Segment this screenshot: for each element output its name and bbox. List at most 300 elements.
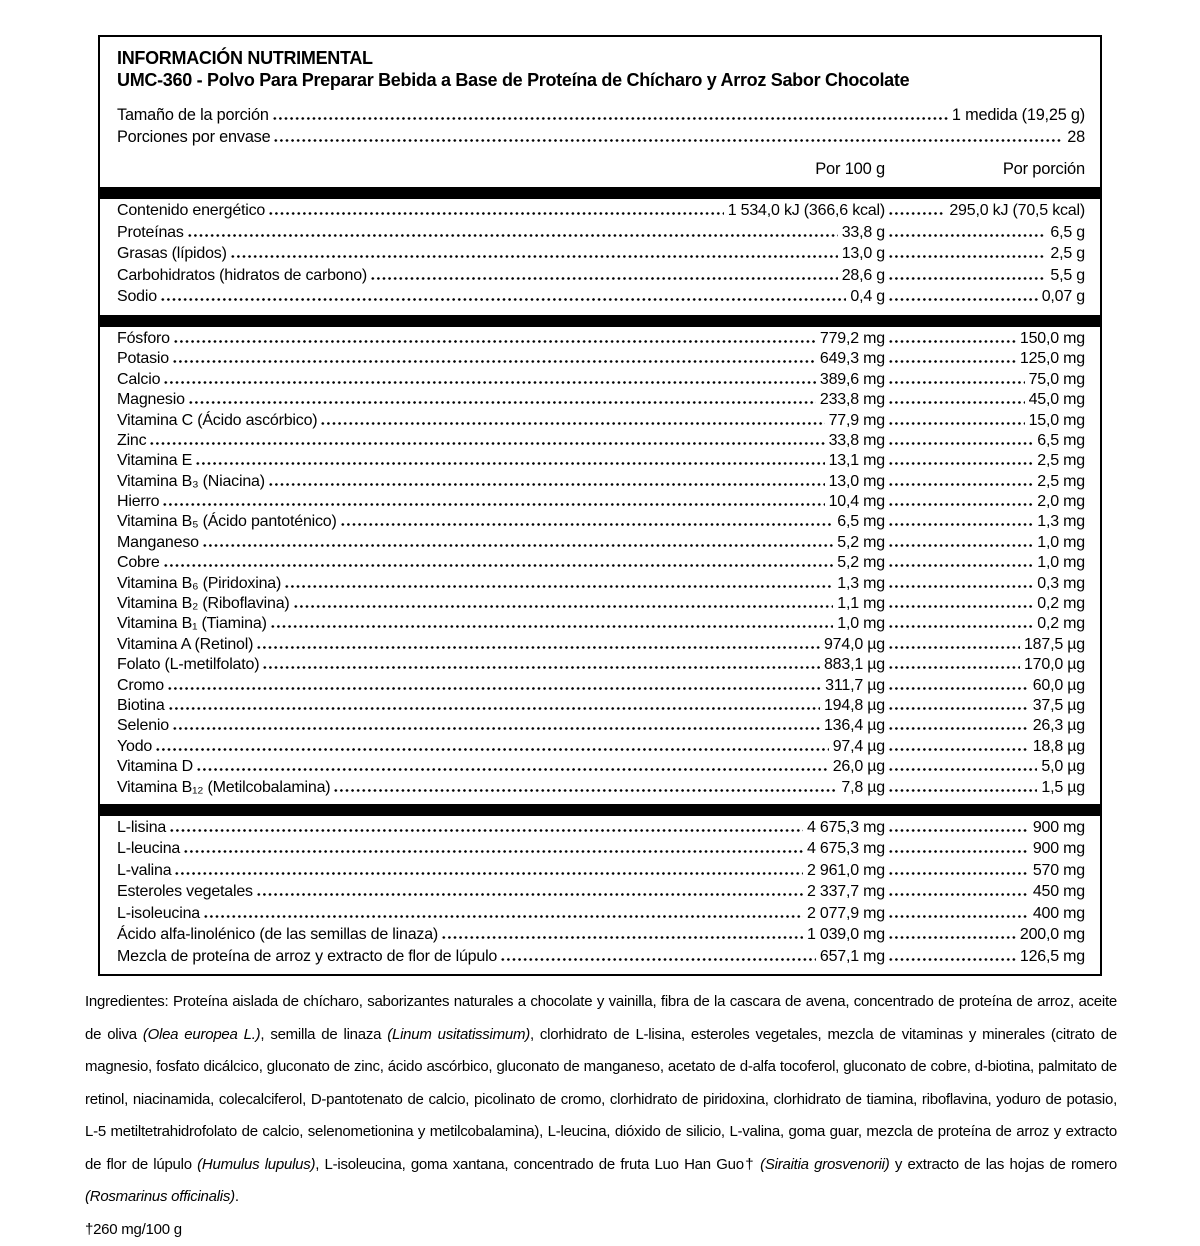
column-headers xyxy=(117,160,1085,180)
leader-dots xyxy=(169,829,803,832)
label-subtitle: UMC-360 - Polvo Para Preparar Bebida a Base de Proteína de Chícharo y Arroz Sabor Chocolate xyxy=(117,70,1085,92)
ingredients-text: , semilla de linaza xyxy=(260,1026,387,1043)
row-main xyxy=(117,738,885,756)
latin-name: (Olea europea L.) xyxy=(143,1026,261,1043)
value-per-100g: 4 675,3 mg xyxy=(807,819,885,837)
value-per-serving: 0,07 g xyxy=(1042,288,1085,306)
row-main xyxy=(117,412,885,430)
separator-bar xyxy=(100,187,1100,199)
row-main xyxy=(117,926,885,944)
leader-dots xyxy=(188,401,816,404)
value-per-100g: 1 039,0 mg xyxy=(807,926,885,944)
leader-dots xyxy=(173,340,816,343)
row-main xyxy=(117,245,885,263)
leader-dots xyxy=(888,585,1033,588)
leader-dots xyxy=(888,298,1038,301)
nutrient-row xyxy=(117,717,1085,737)
nutrient-label: Calcio xyxy=(117,371,160,389)
row-main xyxy=(117,371,885,389)
value-per-serving: 45,0 mg xyxy=(1029,391,1085,409)
value-per-100g: 13,0 g xyxy=(842,245,885,263)
leader-dots xyxy=(441,936,803,939)
row-main xyxy=(117,288,885,306)
row-right xyxy=(885,819,1085,837)
leader-dots xyxy=(888,768,1037,771)
leader-dots xyxy=(167,687,821,690)
leader-dots xyxy=(888,234,1046,237)
row-right xyxy=(885,905,1085,923)
value-per-serving: 2,0 mg xyxy=(1037,493,1085,511)
leader-dots xyxy=(888,748,1029,751)
leader-dots xyxy=(888,523,1033,526)
leader-dots xyxy=(888,707,1029,710)
nutrient-label: Carbohidratos (hidratos de carbono) xyxy=(117,267,367,285)
nutrient-label: Fósforo xyxy=(117,330,170,348)
ingredients-paragraph xyxy=(85,986,1117,1214)
latin-name: (Siraitia grosvenorii) xyxy=(760,1156,889,1173)
nutrient-row xyxy=(117,330,1085,350)
nutrient-label: Sodio xyxy=(117,288,157,306)
row-right xyxy=(885,575,1085,593)
value-per-100g: 883,1 µg xyxy=(824,656,885,674)
row-right xyxy=(885,615,1085,633)
nutrient-row xyxy=(117,554,1085,574)
leader-dots xyxy=(370,277,838,280)
row-right xyxy=(885,330,1085,348)
row-right xyxy=(885,758,1085,776)
value-per-100g: 194,8 µg xyxy=(824,697,885,715)
serving-row xyxy=(117,128,1085,150)
row-right xyxy=(885,288,1085,306)
value-per-100g: 0,4 g xyxy=(850,288,885,306)
value-per-serving: 125,0 mg xyxy=(1020,350,1085,368)
leader-dots xyxy=(888,687,1029,690)
nutrient-label: Zinc xyxy=(117,432,146,450)
nutrition-label-box xyxy=(98,35,1102,976)
leader-dots xyxy=(196,768,829,771)
value-per-serving: 18,8 µg xyxy=(1033,738,1085,756)
row-main xyxy=(117,717,885,735)
row-main xyxy=(117,819,885,837)
nutrient-row xyxy=(117,371,1085,391)
leader-dots xyxy=(888,340,1016,343)
row-right xyxy=(885,656,1085,674)
row-right xyxy=(885,391,1085,409)
serving-row xyxy=(117,106,1085,128)
row-right xyxy=(885,554,1085,572)
row-main xyxy=(117,677,885,695)
value-per-100g: 5,2 mg xyxy=(837,554,885,572)
row-main xyxy=(117,948,885,966)
latin-name: (Rosmarinus officinalis) xyxy=(85,1188,235,1205)
value-per-100g: 233,8 mg xyxy=(820,391,885,409)
value-per-100g: 2 337,7 mg xyxy=(807,883,885,901)
nutrient-label: Hierro xyxy=(117,493,159,511)
row-right xyxy=(885,350,1085,368)
value-per-serving: 1,0 mg xyxy=(1037,534,1085,552)
value-per-serving: 126,5 mg xyxy=(1020,948,1085,966)
row-right xyxy=(885,473,1085,491)
value-per-100g: 779,2 mg xyxy=(820,330,885,348)
nutrient-row xyxy=(117,534,1085,554)
value-per-100g: 974,0 µg xyxy=(824,636,885,654)
nutrient-row xyxy=(117,840,1085,862)
leader-dots xyxy=(888,789,1037,792)
leader-dots xyxy=(202,544,833,547)
row-main xyxy=(117,636,885,654)
row-main xyxy=(117,595,885,613)
leader-dots xyxy=(888,483,1033,486)
value-per-100g: 6,5 mg xyxy=(837,513,885,531)
nutrient-row xyxy=(117,926,1085,948)
leader-dots xyxy=(149,442,824,445)
latin-name: (Linum usitatissimum) xyxy=(387,1026,530,1043)
nutrient-row xyxy=(117,245,1085,267)
nutrient-row xyxy=(117,412,1085,432)
nutrient-label: Vitamina B₅ (Ácido pantoténico) xyxy=(117,513,337,531)
row-main xyxy=(117,432,885,450)
leader-dots xyxy=(888,727,1029,730)
nutrient-row xyxy=(117,473,1085,493)
nutrient-label: Vitamina B₃ (Niacina) xyxy=(117,473,265,491)
row-right xyxy=(885,779,1085,797)
value-per-100g: 1,1 mg xyxy=(837,595,885,613)
nutrient-label: Vitamina C (Ácido ascórbico) xyxy=(117,412,317,430)
nutrient-label: Yodo xyxy=(117,738,152,756)
value-per-serving: 0,2 mg xyxy=(1037,615,1085,633)
leader-dots xyxy=(187,234,838,237)
nutrient-label: Manganeso xyxy=(117,534,199,552)
nutrient-label: Vitamina B₁ (Tiamina) xyxy=(117,615,267,633)
nutrient-label: Grasas (lípidos) xyxy=(117,245,227,263)
value-per-serving: 295,0 kJ (70,5 kcal) xyxy=(949,202,1085,220)
row-main xyxy=(117,224,885,242)
value-per-serving: 37,5 µg xyxy=(1033,697,1085,715)
row-label: Porciones por envase xyxy=(117,128,270,147)
value-per-serving: 15,0 mg xyxy=(1029,412,1085,430)
row-label: Tamaño de la porción xyxy=(117,106,269,125)
leader-dots xyxy=(888,401,1025,404)
nutrient-row xyxy=(117,819,1085,841)
serving-table xyxy=(117,106,1085,149)
leader-dots xyxy=(888,666,1020,669)
row-main xyxy=(117,452,885,470)
nutrient-row xyxy=(117,948,1085,970)
leader-dots xyxy=(888,277,1046,280)
value-per-100g: 33,8 mg xyxy=(829,432,885,450)
value-per-100g: 4 675,3 mg xyxy=(807,840,885,858)
nutrient-row xyxy=(117,595,1085,615)
value-per-100g: 389,6 mg xyxy=(820,371,885,389)
row-main xyxy=(117,615,885,633)
value-per-serving: 900 mg xyxy=(1033,819,1085,837)
nutrient-label: Folato (L-metilfolato) xyxy=(117,656,259,674)
row-right xyxy=(885,738,1085,756)
label-header xyxy=(100,37,1100,180)
value-per-serving: 170,0 µg xyxy=(1024,656,1085,674)
leader-dots xyxy=(183,850,803,853)
leader-dots xyxy=(262,666,820,669)
nutrient-label: Cromo xyxy=(117,677,164,695)
nutrient-label: L-leucina xyxy=(117,840,180,858)
latin-name: (Humulus lupulus) xyxy=(197,1156,315,1173)
nutrient-label: Cobre xyxy=(117,554,160,572)
nutrient-label: Vitamina B₂ (Riboflavina) xyxy=(117,595,290,613)
value-per-100g: 1,3 mg xyxy=(837,575,885,593)
leader-dots xyxy=(160,298,846,301)
nutrient-row xyxy=(117,493,1085,513)
leader-dots xyxy=(162,503,824,506)
nutrient-row xyxy=(117,267,1085,289)
value-per-100g: 2 961,0 mg xyxy=(807,862,885,880)
nutrient-label: L-lisina xyxy=(117,819,166,837)
value-per-100g: 28,6 g xyxy=(842,267,885,285)
nutrient-label: Vitamina B₆ (Piridoxina) xyxy=(117,575,281,593)
ingredients-text: , clorhidrato de L-lisina, esteroles vegetales, mezcla de vitaminas y minerales (citrato de magnesio, fosfato dicálcico, gluconato de zinc, ácido ascórbico, gluconato de manganeso, acetato de d-alfa tocoferol, gluconato de cobre, d-biotina, palmitato de retinol, niacinamida, colecalciferol, D-pantotenato de calcio, picolinato de cromo, clorhidrato de piridoxina, clorhidrato de tiamina, riboflavina, yoduro de potasio, L-5 metiltetrahidrofolato de calcio, selenometionina y metilcobalamina), L-leucina, dióxido de silicio, L-valina, goma guar, mezcla de proteína de arroz y extracto de flor de lúpulo xyxy=(85,1026,1117,1173)
nutrient-label: Proteínas xyxy=(117,224,184,242)
leader-dots xyxy=(888,850,1029,853)
row-main xyxy=(117,534,885,552)
value-per-serving: 450 mg xyxy=(1033,883,1085,901)
value-per-serving: 26,3 µg xyxy=(1033,717,1085,735)
leader-dots xyxy=(272,117,948,120)
macro-table xyxy=(100,199,1100,315)
row-right xyxy=(885,840,1085,858)
ingredients-section xyxy=(85,986,1117,1246)
leader-dots xyxy=(172,360,816,363)
row-main xyxy=(117,350,885,368)
nutrient-row xyxy=(117,779,1085,799)
leader-dots xyxy=(320,422,824,425)
nutrient-row xyxy=(117,202,1085,224)
row-main xyxy=(117,391,885,409)
row-main xyxy=(117,513,885,531)
leader-dots xyxy=(888,212,945,215)
leader-dots xyxy=(888,544,1033,547)
leader-dots xyxy=(293,605,834,608)
row-main xyxy=(117,883,885,901)
leader-dots xyxy=(163,564,834,567)
value-per-serving: 900 mg xyxy=(1033,840,1085,858)
value-per-100g: 7,8 µg xyxy=(841,779,885,797)
leader-dots xyxy=(888,360,1016,363)
row-right xyxy=(885,717,1085,735)
value-per-serving: 5,5 g xyxy=(1050,267,1085,285)
value-per-serving: 1,0 mg xyxy=(1037,554,1085,572)
nutrient-row xyxy=(117,575,1085,595)
ingredients-text: . xyxy=(235,1188,239,1205)
row-right xyxy=(885,267,1085,285)
value-per-100g: 657,1 mg xyxy=(820,948,885,966)
nutrient-row xyxy=(117,391,1085,411)
leader-dots xyxy=(340,523,834,526)
per-100g-header: Por 100 g xyxy=(117,160,885,180)
value-per-serving: 187,5 µg xyxy=(1024,636,1085,654)
ingredients-text: Ingredientes: Proteína aislada de chícharo, saborizantes naturales a chocolate y vainilla, fibra de la cascara de avena, concentrado de proteína de arroz, aceite de oliva xyxy=(85,993,1117,1043)
nutrient-row xyxy=(117,432,1085,452)
nutrient-label: Vitamina D xyxy=(117,758,193,776)
nutrient-row xyxy=(117,677,1085,697)
value-per-100g: 649,3 mg xyxy=(820,350,885,368)
leader-dots xyxy=(888,503,1033,506)
leader-dots xyxy=(203,915,803,918)
label-title: INFORMACIÓN NUTRIMENTAL xyxy=(117,48,1085,70)
nutrient-row xyxy=(117,862,1085,884)
value-per-100g: 1,0 mg xyxy=(837,615,885,633)
row-main xyxy=(117,330,885,348)
row-main xyxy=(117,905,885,923)
per-serving-header: Por porción xyxy=(885,160,1085,180)
nutrient-row xyxy=(117,758,1085,778)
nutrient-label: Mezcla de proteína de arroz y extracto de flor de lúpulo xyxy=(117,948,497,966)
nutrient-label: Biotina xyxy=(117,697,165,715)
nutrient-label: Vitamina E xyxy=(117,452,192,470)
value-per-100g: 311,7 µg xyxy=(825,677,885,695)
row-right xyxy=(885,224,1085,242)
nutrient-label: Esteroles vegetales xyxy=(117,883,253,901)
leader-dots xyxy=(888,915,1029,918)
leader-dots xyxy=(500,958,816,961)
row-main xyxy=(117,862,885,880)
leader-dots xyxy=(172,727,820,730)
value-per-serving: 75,0 mg xyxy=(1029,371,1085,389)
leader-dots xyxy=(270,625,834,628)
leader-dots xyxy=(888,564,1033,567)
leader-dots xyxy=(888,605,1033,608)
value-per-serving: 150,0 mg xyxy=(1020,330,1085,348)
nutrient-label: Vitamina B₁₂ (Metilcobalamina) xyxy=(117,779,330,797)
value-per-100g: 13,0 mg xyxy=(829,473,885,491)
value-per-100g: 33,8 g xyxy=(842,224,885,242)
row-right xyxy=(885,883,1085,901)
nutrient-row xyxy=(117,697,1085,717)
row-value: 1 medida (19,25 g) xyxy=(952,106,1085,125)
value-per-serving: 2,5 mg xyxy=(1037,473,1085,491)
value-per-serving: 60,0 µg xyxy=(1033,677,1085,695)
row-right xyxy=(885,513,1085,531)
nutrient-row xyxy=(117,224,1085,246)
nutrient-label: Contenido energético xyxy=(117,202,265,220)
nutrient-label: Ácido alfa-linolénico (de las semillas de linaza) xyxy=(117,926,438,944)
value-per-serving: 6,5 g xyxy=(1050,224,1085,242)
value-per-serving: 2,5 g xyxy=(1050,245,1085,263)
value-per-serving: 0,3 mg xyxy=(1037,575,1085,593)
nutrient-row xyxy=(117,738,1085,758)
nutrient-row xyxy=(117,656,1085,676)
leader-dots xyxy=(163,381,816,384)
leader-dots xyxy=(268,212,724,215)
nutrient-label: Potasio xyxy=(117,350,169,368)
nutrient-row xyxy=(117,452,1085,472)
row-right xyxy=(885,862,1085,880)
row-right xyxy=(885,432,1085,450)
leader-dots xyxy=(888,255,1046,258)
row-right xyxy=(885,636,1085,654)
value-per-100g: 1 534,0 kJ (366,6 kcal) xyxy=(728,202,885,220)
row-right xyxy=(885,452,1085,470)
separator-bar xyxy=(100,804,1100,816)
row-main xyxy=(117,697,885,715)
value-per-serving: 1,5 µg xyxy=(1041,779,1085,797)
leader-dots xyxy=(888,422,1025,425)
row-right xyxy=(885,493,1085,511)
row-main xyxy=(117,758,885,776)
row-main xyxy=(117,493,885,511)
ingredients-text: y extracto de las hojas de romero xyxy=(889,1156,1117,1173)
value-per-100g: 2 077,9 mg xyxy=(807,905,885,923)
micro-table xyxy=(100,327,1100,804)
leader-dots xyxy=(230,255,838,258)
nutrient-row xyxy=(117,350,1085,370)
nutrient-row xyxy=(117,615,1085,635)
leader-dots xyxy=(268,483,825,486)
value-per-100g: 136,4 µg xyxy=(824,717,885,735)
row-main xyxy=(117,554,885,572)
leader-dots xyxy=(195,462,824,465)
value-per-100g: 10,4 mg xyxy=(829,493,885,511)
amino-table xyxy=(100,816,1100,975)
leader-dots xyxy=(888,381,1025,384)
leader-dots xyxy=(256,646,820,649)
row-main xyxy=(117,202,885,220)
nutrient-row xyxy=(117,513,1085,533)
row-right xyxy=(885,412,1085,430)
nutrient-row xyxy=(117,883,1085,905)
leader-dots xyxy=(888,872,1029,875)
leader-dots xyxy=(284,585,833,588)
row-right xyxy=(885,202,1085,220)
value-per-100g: 5,2 mg xyxy=(837,534,885,552)
nutrient-row xyxy=(117,905,1085,927)
leader-dots xyxy=(155,748,829,751)
value-per-serving: 2,5 mg xyxy=(1037,452,1085,470)
value-per-100g: 97,4 µg xyxy=(833,738,885,756)
nutrient-label: Vitamina A (Retinol) xyxy=(117,636,253,654)
leader-dots xyxy=(888,646,1020,649)
row-right xyxy=(885,245,1085,263)
value-per-serving: 400 mg xyxy=(1033,905,1085,923)
leader-dots xyxy=(333,789,837,792)
nutrient-row xyxy=(117,288,1085,310)
value-per-100g: 77,9 mg xyxy=(829,412,885,430)
row-main xyxy=(117,473,885,491)
leader-dots xyxy=(888,442,1033,445)
row-right xyxy=(885,595,1085,613)
leader-dots xyxy=(174,872,803,875)
ingredients-footnote: †260 mg/100 g xyxy=(85,1214,1117,1246)
value-per-serving: 570 mg xyxy=(1033,862,1085,880)
row-main xyxy=(117,779,885,797)
leader-dots xyxy=(168,707,820,710)
leader-dots xyxy=(273,139,1063,142)
leader-dots xyxy=(256,893,803,896)
value-per-serving: 200,0 mg xyxy=(1020,926,1085,944)
leader-dots xyxy=(888,462,1033,465)
row-main xyxy=(117,840,885,858)
row-main xyxy=(117,575,885,593)
row-right xyxy=(885,926,1085,944)
row-right xyxy=(885,371,1085,389)
row-main xyxy=(117,267,885,285)
row-right xyxy=(885,534,1085,552)
leader-dots xyxy=(888,829,1029,832)
row-right xyxy=(885,948,1085,966)
value-per-serving: 5,0 µg xyxy=(1041,758,1085,776)
leader-dots xyxy=(888,625,1033,628)
leader-dots xyxy=(888,936,1016,939)
value-per-100g: 13,1 mg xyxy=(829,452,885,470)
value-per-serving: 6,5 mg xyxy=(1037,432,1085,450)
